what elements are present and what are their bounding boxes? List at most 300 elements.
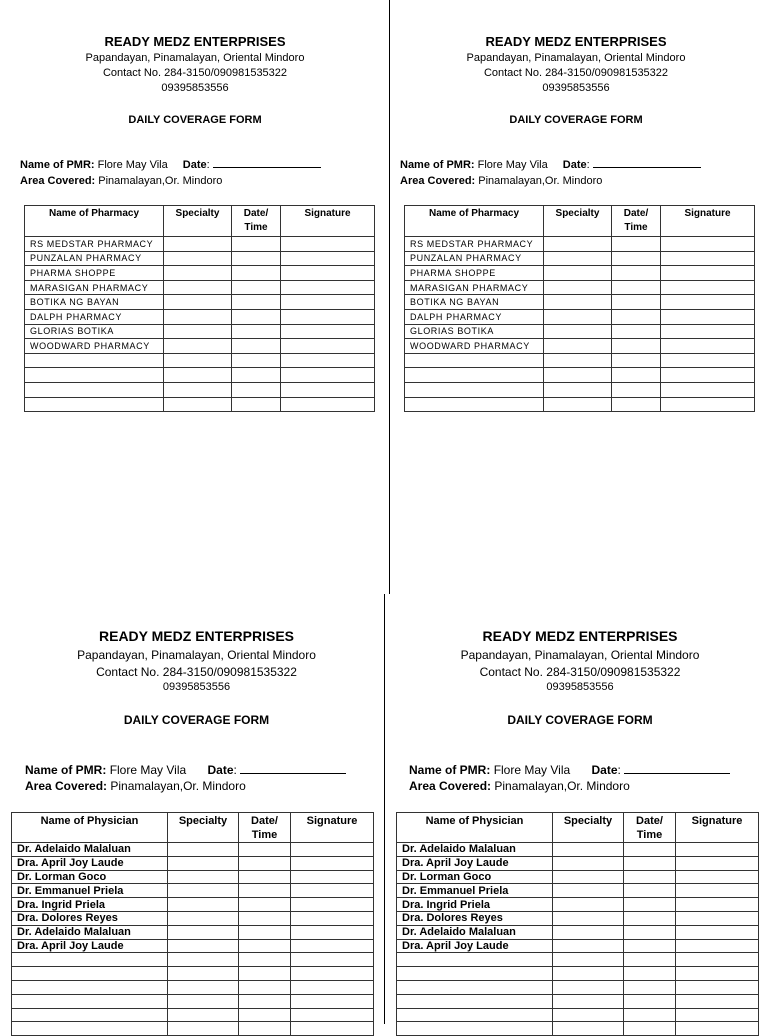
row-specialty-cell[interactable] xyxy=(164,295,232,310)
row-date-time-cell[interactable] xyxy=(612,237,661,252)
area-value: Pinamalayan,Or. Mindoro xyxy=(478,175,603,187)
header-signature xyxy=(281,206,375,237)
header-date-time xyxy=(239,813,291,843)
row-date-time-cell[interactable] xyxy=(624,856,676,870)
row-name-cell xyxy=(405,382,544,397)
row-date-time-cell[interactable] xyxy=(624,953,676,967)
row-specialty-cell[interactable] xyxy=(544,251,612,266)
header-text: Time xyxy=(251,829,278,841)
row-specialty-cell[interactable] xyxy=(553,843,624,857)
row-date-time-cell[interactable] xyxy=(239,939,291,953)
physician-table xyxy=(396,812,759,1036)
row-date-time-cell[interactable] xyxy=(232,339,281,354)
row-signature-cell[interactable] xyxy=(281,368,375,383)
row-signature-cell[interactable] xyxy=(291,953,374,967)
row-date-time-cell[interactable] xyxy=(232,368,281,383)
row-signature-cell[interactable] xyxy=(291,898,374,912)
row-specialty-cell[interactable] xyxy=(168,980,239,994)
table-row xyxy=(405,397,755,412)
row-specialty-cell[interactable] xyxy=(553,953,624,967)
row-specialty-cell[interactable] xyxy=(553,884,624,898)
table-row xyxy=(25,397,375,412)
table-row xyxy=(397,1008,759,1022)
row-specialty-cell[interactable] xyxy=(544,324,612,339)
row-name-cell xyxy=(25,353,164,368)
row-specialty-cell[interactable] xyxy=(168,898,239,912)
row-name-cell: RS MEDSTAR PHARMACY xyxy=(405,237,544,252)
pmr-row xyxy=(409,763,730,777)
row-signature-cell[interactable] xyxy=(291,911,374,925)
row-name-cell xyxy=(405,368,544,383)
table-row xyxy=(397,884,759,898)
row-signature-cell[interactable] xyxy=(281,280,375,295)
row-date-time-cell[interactable] xyxy=(624,939,676,953)
row-specialty-cell[interactable] xyxy=(544,353,612,368)
header-text: Date/ xyxy=(251,815,278,827)
area-row xyxy=(400,175,602,187)
row-specialty-cell[interactable] xyxy=(164,353,232,368)
row-name-cell xyxy=(25,397,164,412)
row-date-time-cell[interactable] xyxy=(239,1008,291,1022)
row-signature-cell[interactable] xyxy=(661,251,755,266)
row-date-time-cell[interactable] xyxy=(239,856,291,870)
row-specialty-cell[interactable] xyxy=(544,295,612,310)
date-colon: : xyxy=(206,159,210,171)
table-row xyxy=(397,898,759,912)
row-date-time-cell[interactable] xyxy=(624,870,676,884)
row-specialty-cell[interactable] xyxy=(164,251,232,266)
row-signature-cell[interactable] xyxy=(661,353,755,368)
row-signature-cell[interactable] xyxy=(661,382,755,397)
row-specialty-cell[interactable] xyxy=(168,856,239,870)
row-specialty-cell[interactable] xyxy=(553,870,624,884)
row-signature-cell[interactable] xyxy=(661,339,755,354)
table-row xyxy=(397,843,759,857)
row-specialty-cell[interactable] xyxy=(544,339,612,354)
row-name-cell: Dra. Ingrid Priela xyxy=(397,898,553,912)
row-name-cell xyxy=(405,353,544,368)
row-signature-cell[interactable] xyxy=(281,237,375,252)
header-name xyxy=(25,206,164,237)
table-row xyxy=(25,368,375,383)
table-row xyxy=(25,280,375,295)
row-date-time-cell[interactable] xyxy=(612,353,661,368)
row-name-cell: Dr. Lorman Goco xyxy=(12,870,168,884)
date-line[interactable] xyxy=(240,773,346,774)
header-specialty xyxy=(544,206,612,237)
row-signature-cell[interactable] xyxy=(661,295,755,310)
table-row xyxy=(397,994,759,1008)
row-signature-cell[interactable] xyxy=(291,925,374,939)
row-date-time-cell[interactable] xyxy=(612,397,661,412)
row-signature-cell[interactable] xyxy=(676,870,759,884)
table-row xyxy=(12,925,374,939)
physician-table xyxy=(11,812,374,1036)
company-mobile: 09395853556 xyxy=(162,681,231,693)
date-label: Date xyxy=(207,763,234,777)
row-name-cell: RS MEDSTAR PHARMACY xyxy=(25,237,164,252)
row-date-time-cell[interactable] xyxy=(232,309,281,324)
header-date-time xyxy=(612,206,661,237)
company-contact: Contact No. 284-3150/090981535322 xyxy=(479,665,681,679)
table-row xyxy=(25,266,375,281)
table-row xyxy=(397,980,759,994)
row-date-time-cell[interactable] xyxy=(612,368,661,383)
row-specialty-cell[interactable] xyxy=(168,994,239,1008)
company-contact: Contact No. 284-3150/090981535322 xyxy=(102,67,288,79)
pmr-value: Flore May Vila xyxy=(477,159,548,171)
row-name-cell: PHARMA SHOPPE xyxy=(25,266,164,281)
row-specialty-cell[interactable] xyxy=(164,382,232,397)
row-name-cell: Dra. April Joy Laude xyxy=(397,856,553,870)
company-contact: Contact No. 284-3150/090981535322 xyxy=(96,665,297,679)
header-text: Name of Physician xyxy=(425,815,524,827)
table-row xyxy=(25,324,375,339)
row-signature-cell[interactable] xyxy=(676,856,759,870)
row-name-cell: WOODWARD PHARMACY xyxy=(405,339,544,354)
row-signature-cell[interactable] xyxy=(291,856,374,870)
row-name-cell: Dr. Emmanuel Priela xyxy=(397,884,553,898)
row-name-cell: Dra. April Joy Laude xyxy=(397,939,553,953)
row-signature-cell[interactable] xyxy=(676,884,759,898)
row-date-time-cell[interactable] xyxy=(612,339,661,354)
row-date-time-cell[interactable] xyxy=(624,967,676,981)
form-title: DAILY COVERAGE FORM xyxy=(509,114,643,126)
row-name-cell: DALPH PHARMACY xyxy=(405,309,544,324)
row-signature-cell[interactable] xyxy=(281,339,375,354)
row-name-cell: Dra. April Joy Laude xyxy=(12,939,168,953)
pharmacy-table xyxy=(404,205,755,412)
row-specialty-cell[interactable] xyxy=(168,967,239,981)
row-date-time-cell[interactable] xyxy=(612,251,661,266)
table-row xyxy=(25,309,375,324)
table-row xyxy=(12,898,374,912)
row-specialty-cell[interactable] xyxy=(168,843,239,857)
row-specialty-cell[interactable] xyxy=(168,884,239,898)
table-row xyxy=(12,939,374,953)
table-row xyxy=(397,925,759,939)
row-date-time-cell[interactable] xyxy=(624,925,676,939)
table-row xyxy=(12,843,374,857)
date-line[interactable] xyxy=(593,167,701,168)
row-date-time-cell[interactable] xyxy=(239,953,291,967)
pharmacy-form-left xyxy=(0,0,390,590)
row-signature-cell[interactable] xyxy=(291,843,374,857)
header-text: Name of Pharmacy xyxy=(428,208,520,219)
row-name-cell xyxy=(12,1008,168,1022)
company-mobile: 09395853556 xyxy=(542,82,610,94)
row-specialty-cell[interactable] xyxy=(164,339,232,354)
row-date-time-cell[interactable] xyxy=(232,280,281,295)
table-row xyxy=(405,251,755,266)
header-text: Date/ xyxy=(636,815,663,827)
company-name: READY MEDZ ENTERPRISES xyxy=(485,34,667,49)
row-specialty-cell[interactable] xyxy=(544,237,612,252)
table-row xyxy=(397,870,759,884)
header-signature xyxy=(291,813,374,843)
header-text: Name of Pharmacy xyxy=(48,208,140,219)
row-signature-cell[interactable] xyxy=(291,939,374,953)
header-text: Time xyxy=(244,222,268,233)
row-date-time-cell[interactable] xyxy=(232,397,281,412)
area-row xyxy=(409,779,630,793)
row-signature-cell[interactable] xyxy=(661,266,755,281)
company-mobile: 09395853556 xyxy=(546,681,614,693)
header-name xyxy=(405,206,544,237)
physician-form-left xyxy=(0,600,385,1024)
table-row xyxy=(25,295,375,310)
table-row xyxy=(25,251,375,266)
pmr-value: Flore May Vila xyxy=(109,763,187,777)
row-name-cell xyxy=(25,368,164,383)
row-signature-cell[interactable] xyxy=(281,353,375,368)
row-specialty-cell[interactable] xyxy=(553,856,624,870)
table-row xyxy=(25,382,375,397)
row-signature-cell[interactable] xyxy=(281,266,375,281)
row-name-cell xyxy=(12,980,168,994)
pharmacy-table xyxy=(24,205,375,412)
row-signature-cell[interactable] xyxy=(281,251,375,266)
row-signature-cell[interactable] xyxy=(291,967,374,981)
row-signature-cell[interactable] xyxy=(676,953,759,967)
row-name-cell xyxy=(12,953,168,967)
row-signature-cell[interactable] xyxy=(676,925,759,939)
row-specialty-cell[interactable] xyxy=(164,280,232,295)
row-name-cell: DALPH PHARMACY xyxy=(25,309,164,324)
row-specialty-cell[interactable] xyxy=(553,911,624,925)
pmr-label: Name of PMR: xyxy=(400,159,475,171)
row-name-cell xyxy=(397,994,553,1008)
physician-form-right xyxy=(385,600,768,1024)
table-header-row xyxy=(405,206,755,237)
row-date-time-cell[interactable] xyxy=(239,870,291,884)
row-date-time-cell[interactable] xyxy=(239,843,291,857)
row-date-time-cell[interactable] xyxy=(624,1008,676,1022)
header-text: Specialty xyxy=(178,815,228,827)
company-mobile: 09395853556 xyxy=(161,82,229,94)
header-text: Time xyxy=(624,222,648,233)
header-date-time xyxy=(624,813,676,843)
row-specialty-cell[interactable] xyxy=(553,967,624,981)
row-name-cell: GLORIAS BOTIKA xyxy=(25,324,164,339)
row-specialty-cell[interactable] xyxy=(544,266,612,281)
row-name-cell: PUNZALAN PHARMACY xyxy=(25,251,164,266)
company-address: Papandayan, Pinamalayan, Oriental Mindoro xyxy=(460,648,700,662)
row-date-time-cell[interactable] xyxy=(232,266,281,281)
header-text: Signature xyxy=(304,208,351,219)
row-date-time-cell[interactable] xyxy=(612,295,661,310)
row-specialty-cell[interactable] xyxy=(553,925,624,939)
row-signature-cell[interactable] xyxy=(291,1008,374,1022)
row-signature-cell[interactable] xyxy=(281,382,375,397)
row-name-cell: Dra. Ingrid Priela xyxy=(12,898,168,912)
row-date-time-cell[interactable] xyxy=(239,898,291,912)
pmr-row xyxy=(25,763,346,777)
table-row xyxy=(25,237,375,252)
row-name-cell: Dra. April Joy Laude xyxy=(12,856,168,870)
header-name xyxy=(12,813,168,843)
pmr-label: Name of PMR: xyxy=(25,763,107,777)
header-text: Date/ xyxy=(243,208,269,219)
pharmacy-form-right xyxy=(390,0,768,590)
table-row xyxy=(405,295,755,310)
table-row xyxy=(25,353,375,368)
row-name-cell: Dra. Dolores Reyes xyxy=(397,911,553,925)
row-specialty-cell[interactable] xyxy=(544,309,612,324)
row-specialty-cell[interactable] xyxy=(164,324,232,339)
table-header-row xyxy=(25,206,375,237)
table-row xyxy=(397,911,759,925)
row-name-cell: Dr. Lorman Goco xyxy=(397,870,553,884)
row-specialty-cell[interactable] xyxy=(544,382,612,397)
table-row xyxy=(12,980,374,994)
row-date-time-cell[interactable] xyxy=(239,925,291,939)
row-date-time-cell[interactable] xyxy=(612,266,661,281)
row-date-time-cell[interactable] xyxy=(239,967,291,981)
row-date-time-cell[interactable] xyxy=(239,980,291,994)
row-signature-cell[interactable] xyxy=(281,295,375,310)
row-signature-cell[interactable] xyxy=(676,994,759,1008)
row-specialty-cell[interactable] xyxy=(544,397,612,412)
row-specialty-cell[interactable] xyxy=(553,980,624,994)
area-value: Pinamalayan,Or. Mindoro xyxy=(494,779,630,793)
row-date-time-cell[interactable] xyxy=(239,911,291,925)
table-row xyxy=(405,266,755,281)
row-date-time-cell[interactable] xyxy=(232,353,281,368)
row-specialty-cell[interactable] xyxy=(168,925,239,939)
date-line[interactable] xyxy=(213,167,321,168)
row-specialty-cell[interactable] xyxy=(168,953,239,967)
row-date-time-cell[interactable] xyxy=(624,980,676,994)
pmr-label: Name of PMR: xyxy=(409,763,491,777)
row-name-cell: MARASIGAN PHARMACY xyxy=(405,280,544,295)
row-signature-cell[interactable] xyxy=(281,324,375,339)
row-date-time-cell[interactable] xyxy=(232,324,281,339)
header-text: Signature xyxy=(306,815,358,827)
row-specialty-cell[interactable] xyxy=(553,994,624,1008)
area-label: Area Covered: xyxy=(20,175,96,187)
company-name: READY MEDZ ENTERPRISES xyxy=(482,628,678,644)
row-specialty-cell[interactable] xyxy=(168,911,239,925)
company-name: READY MEDZ ENTERPRISES xyxy=(99,628,294,644)
row-specialty-cell[interactable] xyxy=(168,870,239,884)
row-date-time-cell[interactable] xyxy=(239,884,291,898)
row-date-time-cell[interactable] xyxy=(232,295,281,310)
form-title: DAILY COVERAGE FORM xyxy=(128,114,262,126)
row-date-time-cell[interactable] xyxy=(232,382,281,397)
row-specialty-cell[interactable] xyxy=(164,237,232,252)
date-line[interactable] xyxy=(624,773,730,774)
table-row xyxy=(12,1008,374,1022)
area-value: Pinamalayan,Or. Mindoro xyxy=(110,779,246,793)
row-signature-cell[interactable] xyxy=(291,870,374,884)
area-label: Area Covered: xyxy=(400,175,476,187)
company-name: READY MEDZ ENTERPRISES xyxy=(104,34,286,49)
row-signature-cell[interactable] xyxy=(676,898,759,912)
header-signature xyxy=(661,206,755,237)
row-specialty-cell[interactable] xyxy=(168,939,239,953)
row-name-cell xyxy=(397,980,553,994)
row-signature-cell[interactable] xyxy=(661,237,755,252)
table-row xyxy=(405,324,755,339)
row-signature-cell[interactable] xyxy=(676,967,759,981)
row-signature-cell[interactable] xyxy=(661,368,755,383)
header-text: Specialty xyxy=(175,208,220,219)
table-row xyxy=(12,994,374,1008)
table-row xyxy=(405,368,755,383)
row-name-cell: BOTIKA NG BAYAN xyxy=(405,295,544,310)
row-signature-cell[interactable] xyxy=(676,843,759,857)
row-signature-cell[interactable] xyxy=(281,309,375,324)
row-name-cell xyxy=(12,967,168,981)
row-name-cell: Dr. Adelaido Malaluan xyxy=(12,925,168,939)
row-signature-cell[interactable] xyxy=(661,309,755,324)
row-date-time-cell[interactable] xyxy=(612,382,661,397)
header-signature xyxy=(676,813,759,843)
row-signature-cell[interactable] xyxy=(661,397,755,412)
area-row xyxy=(20,175,222,187)
row-name-cell xyxy=(397,953,553,967)
row-signature-cell[interactable] xyxy=(281,397,375,412)
date-colon: : xyxy=(586,159,590,171)
table-header-row xyxy=(397,813,759,843)
row-date-time-cell[interactable] xyxy=(239,994,291,1008)
row-date-time-cell[interactable] xyxy=(612,309,661,324)
row-date-time-cell[interactable] xyxy=(624,884,676,898)
header-text: Time xyxy=(636,829,663,841)
header-text: Name of Physician xyxy=(40,815,139,827)
header-text: Specialty xyxy=(563,815,613,827)
table-row xyxy=(12,967,374,981)
row-signature-cell[interactable] xyxy=(676,1008,759,1022)
table-row xyxy=(12,911,374,925)
row-signature-cell[interactable] xyxy=(676,980,759,994)
row-specialty-cell[interactable] xyxy=(164,368,232,383)
row-date-time-cell[interactable] xyxy=(612,324,661,339)
row-name-cell xyxy=(405,397,544,412)
row-date-time-cell[interactable] xyxy=(624,898,676,912)
row-specialty-cell[interactable] xyxy=(553,939,624,953)
date-colon: : xyxy=(233,763,237,777)
row-specialty-cell[interactable] xyxy=(553,1008,624,1022)
row-signature-cell[interactable] xyxy=(661,324,755,339)
row-signature-cell[interactable] xyxy=(676,911,759,925)
row-signature-cell[interactable] xyxy=(291,884,374,898)
row-signature-cell[interactable] xyxy=(291,980,374,994)
row-specialty-cell[interactable] xyxy=(544,368,612,383)
row-specialty-cell[interactable] xyxy=(544,280,612,295)
row-specialty-cell[interactable] xyxy=(164,397,232,412)
table-row xyxy=(405,309,755,324)
row-date-time-cell[interactable] xyxy=(232,251,281,266)
row-specialty-cell[interactable] xyxy=(168,1008,239,1022)
row-signature-cell[interactable] xyxy=(676,939,759,953)
row-date-time-cell[interactable] xyxy=(624,994,676,1008)
pmr-label: Name of PMR: xyxy=(20,159,95,171)
row-date-time-cell[interactable] xyxy=(232,237,281,252)
header-specialty xyxy=(553,813,624,843)
row-specialty-cell[interactable] xyxy=(553,898,624,912)
row-specialty-cell[interactable] xyxy=(164,309,232,324)
row-date-time-cell[interactable] xyxy=(612,280,661,295)
row-specialty-cell[interactable] xyxy=(164,266,232,281)
area-value: Pinamalayan,Or. Mindoro xyxy=(98,175,223,187)
row-date-time-cell[interactable] xyxy=(624,911,676,925)
row-date-time-cell[interactable] xyxy=(624,843,676,857)
form-title: DAILY COVERAGE FORM xyxy=(123,713,270,727)
row-signature-cell[interactable] xyxy=(661,280,755,295)
row-signature-cell[interactable] xyxy=(291,994,374,1008)
